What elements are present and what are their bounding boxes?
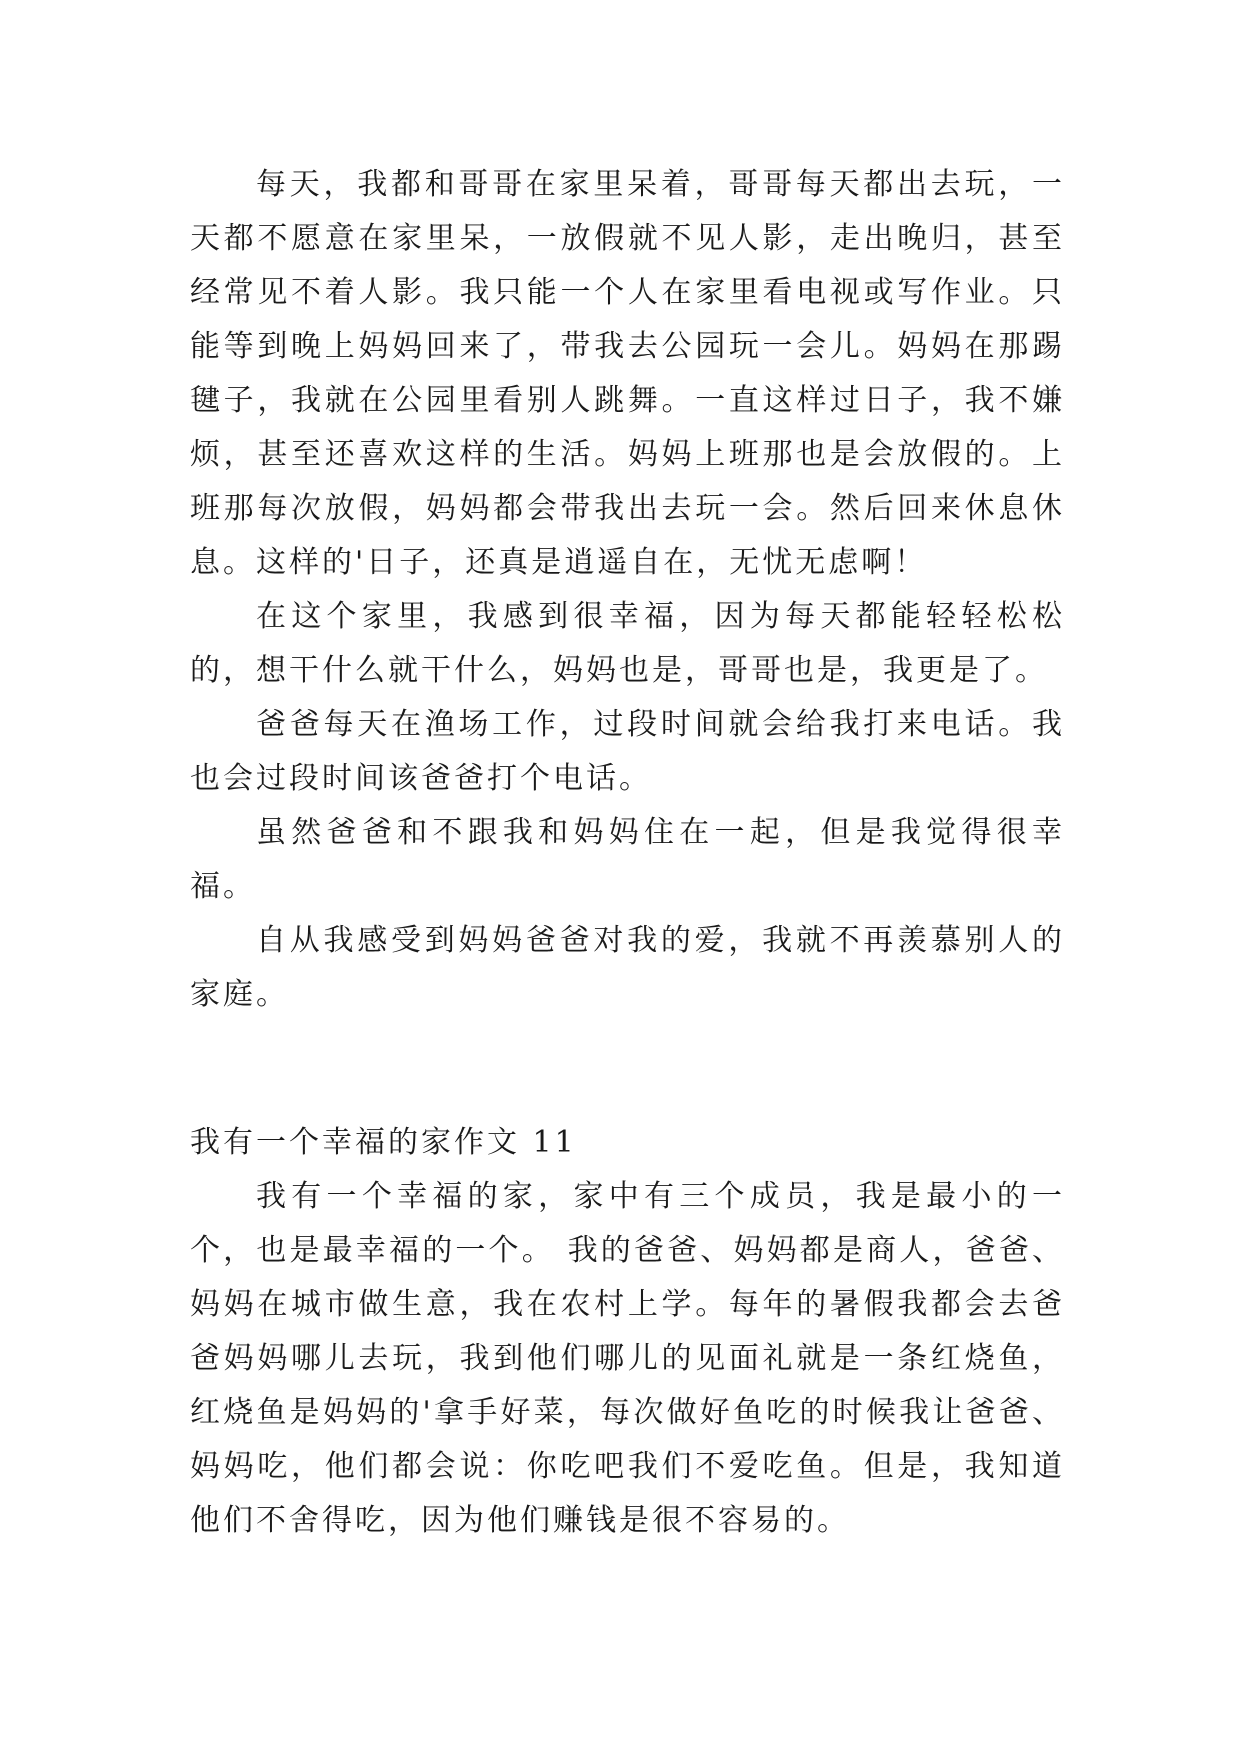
paragraph-father-work: 爸爸每天在渔场工作，过段时间就会给我打来电话。我也会过段时间该爸爸打个电话。 bbox=[190, 707, 1065, 796]
paragraph-living-apart: 虽然爸爸和不跟我和妈妈住在一起，但是我觉得很幸福。 bbox=[190, 815, 1065, 904]
paragraph-parents-love: 自从我感受到妈妈爸爸对我的爱，我就不再羡慕别人的家庭。 bbox=[190, 923, 1065, 1012]
paragraph-daily-life: 每天，我都和哥哥在家里呆着，哥哥每天都出去玩，一天都不愿意在家里呆，一放假就不见人影，走出晚归，甚至经常见不着人影。我只能一个人在家里看电视或写作业。只能等到晚上妈妈回来了，带我去公园玩一会儿。妈妈在那踢毽子，我就在公园里看别人跳舞。一直这样过日子，我不嫌烦，甚至还喜欢这样的生活。妈妈上班那也是会放假的。上班那每次放假，妈妈都会带我出去玩一会。然后回来休息休息。这样的'日子，还真是逍遥自在，无忧无虑啊！ bbox=[190, 167, 1065, 580]
paragraph-happiness: 在这个家里，我感到很幸福，因为每天都能轻轻松松的，想干什么就干什么，妈妈也是，哥哥也是，我更是了。 bbox=[190, 599, 1065, 688]
section-title: 我有一个幸福的家作文 11 bbox=[190, 1125, 577, 1160]
paragraph-family-members: 我有一个幸福的家，家中有三个成员，我是最小的一个，也是最幸福的一个。 我的爸爸、妈妈都是商人，爸爸、妈妈在城市做生意，我在农村上学。每年的暑假我都会去爸爸妈妈哪儿去玩，我到他们哪儿的见面礼就是一条红烧鱼，红烧鱼是妈妈的'拿手好菜，每次做好鱼吃的时候我让爸爸、妈妈吃，他们都会说：你吃吧我们不爱吃鱼。但是，我知道他们不舍得吃，因为他们赚钱是很不容易的。 bbox=[190, 1179, 1065, 1538]
document-body bbox=[190, 158, 1065, 1548]
